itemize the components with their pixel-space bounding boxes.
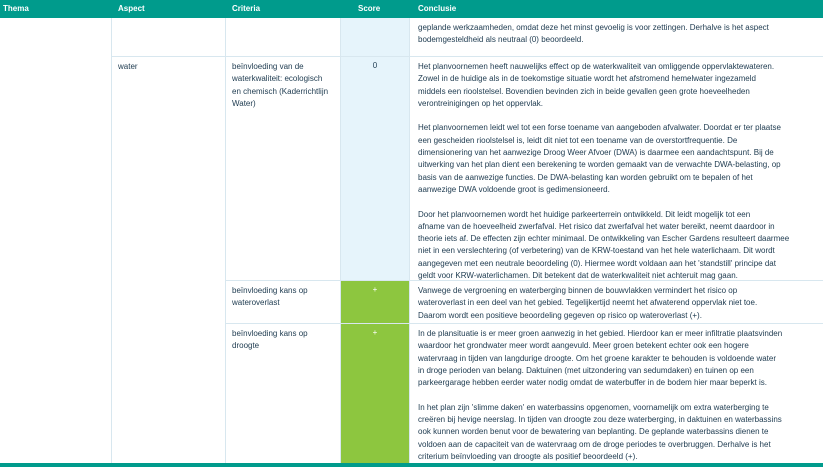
text-line: ook kunnen worden benut voor de bewatering van beplanting. De geplande waterbassins dienen te bbox=[418, 427, 769, 437]
conclusie-cell bbox=[418, 328, 782, 463]
text-line: wateroverlast in een deel van het gebied. Tegelijkertijd neemt het afwaterend oppervlak niet toe. bbox=[418, 298, 758, 308]
header-conclusie: Conclusie bbox=[418, 4, 457, 13]
text-line: geplande werkzaamheden, omdat deze het minst gevoelig is voor zettingen. Derhalve is het aspect bbox=[418, 23, 769, 32]
text-line: Door het planvoornemen wordt het huidige parkeerterrein ontwikkeld. Dit leidt mogelijk tot een bbox=[418, 209, 751, 219]
text-line: aanwezige DWA voldoende groot is gedimensioneerd. bbox=[418, 184, 610, 194]
text-line: criterium beïnvloeding van droogte als positief beoordeeld (+). bbox=[418, 451, 638, 461]
text-line: bodemgesteldheid als neutraal (0) beoordeeld. bbox=[418, 35, 584, 45]
text-line: watervraag in tijden van langdurige droogte. Om het groene karakter te behouden is voldoende water bbox=[418, 353, 777, 363]
text-line: een gescheiden rioolstelsel is, leidt dit niet tot een toename van de overstortfrequentie. De bbox=[418, 135, 738, 145]
paragraph-gap bbox=[418, 196, 789, 208]
score-cell-neutral bbox=[341, 18, 409, 280]
text-line: Het planvoornemen leidt wel tot een forse toename van aangeboden afvalwater. Doordat er ter plaatse bbox=[418, 123, 781, 133]
column-divider bbox=[225, 18, 226, 463]
conclusie-cell bbox=[418, 285, 757, 322]
column-divider bbox=[111, 18, 112, 463]
text-line: afname van de hoeveelheid zwerfafval. Het risico dat zwerfafval het water bereikt, neemt daardoor in bbox=[418, 221, 775, 231]
header-criteria: Criteria bbox=[232, 4, 261, 13]
aspect-cell bbox=[118, 61, 138, 73]
row-divider bbox=[225, 323, 823, 324]
score-cell-positive bbox=[341, 324, 409, 463]
text-line: wateroverlast bbox=[232, 298, 280, 308]
paragraph-gap bbox=[418, 389, 782, 401]
column-divider bbox=[340, 18, 341, 463]
text-line: Daarom wordt een positieve beoordeling gegeven op risico op wateroverlast (+). bbox=[418, 310, 702, 320]
text-line: verontreinigingen op het oppervlak. bbox=[418, 98, 543, 108]
text-line: voldoen aan de capaciteit van de watervraag om de droge periodes te overbruggen. Derhalve is het bbox=[418, 439, 771, 449]
text-line: beïnvloeding van de bbox=[232, 62, 304, 71]
criteria-cell bbox=[232, 61, 328, 110]
criteria-cell bbox=[232, 285, 308, 310]
text-line: In de plansituatie is er meer groen aanwezig in het gebied. Hierdoor kan er meer infiltratie plaatsvinden bbox=[418, 329, 783, 338]
text-line: beïnvloeding kans op bbox=[232, 329, 308, 338]
text-line: uitwerking van het plan dient een berekening te worden gemaakt van de verwachte DWA-belasting, op bbox=[418, 160, 781, 170]
text-line: waardoor het grondwater meer wordt aangevuld. Meer groen betekent echter ook een hogere bbox=[418, 341, 749, 351]
text-line: droogte bbox=[232, 341, 260, 351]
text-line: Vanwege de vergroening en waterberging binnen de bouwvlakken vermindert het risico op bbox=[418, 286, 738, 295]
text-line: in droge perioden van belang. Daktuinen (met uitzondering van sedumdaken) en tuinen op een bbox=[418, 365, 754, 375]
header-thema: Thema bbox=[3, 4, 29, 13]
aspect-label: water bbox=[118, 62, 138, 71]
text-line: beïnvloeding kans op bbox=[232, 286, 308, 295]
paragraph-gap bbox=[418, 110, 789, 122]
text-line: Zowel in de huidige als in de toekomstige situatie wordt het afstromend hemelwater ingezameld bbox=[418, 74, 756, 84]
text-line: middels een rioolstelsel. Bovendien bevinden zich in beide gevallen geen grote hoeveelheden bbox=[418, 86, 750, 96]
score-value: + bbox=[372, 285, 378, 294]
header-score: Score bbox=[358, 4, 381, 13]
conclusie-cell bbox=[418, 22, 769, 47]
text-line: niet in een verslechtering (of verbetering) van de KRW-toestand van het hele waterlichaam. Dit wordt bbox=[418, 246, 775, 256]
row-divider bbox=[111, 56, 823, 57]
score-value: 0 bbox=[372, 61, 378, 70]
text-line: geldt voor KRW-waterlichamen. Dit betekent dat de waterkwaliteit niet achteruit mag gaan. bbox=[418, 271, 738, 281]
text-line: Het planvoornemen heeft nauwelijks effect op de waterkwaliteit van omliggende oppervlaktewateren. bbox=[418, 62, 775, 71]
text-line: In het plan zijn 'slimme daken' en waterbassins opgenomen, voornamelijk om extra waterberging te bbox=[418, 402, 769, 412]
text-line: basis van de aanwezige functies. De DWA-belasting kan worden gebruikt om te bepalen of het bbox=[418, 172, 753, 182]
conclusie-cell bbox=[418, 61, 789, 282]
criteria-cell bbox=[232, 328, 308, 353]
text-line: dimensionering van het aanwezige Droog Weer Afvoer (DWA) is daarmee een aandachtspunt. Bij de bbox=[418, 148, 774, 158]
text-line: creëren bij hevige neerslag. In tijden van droogte zou deze waterberging, in daktuinen en waterbassins bbox=[418, 415, 782, 425]
table-bottom-border bbox=[0, 463, 823, 467]
text-line: theorie iets af. De effecten zijn echter minimaal. De ontwikkeling van Escher Gardens resulteert daarmee bbox=[418, 234, 790, 244]
text-line: parkeergarage hebben eerder water nodig omdat de waterbuffer in de bodem hier maar beperkt is. bbox=[418, 378, 767, 388]
header-aspect: Aspect bbox=[118, 4, 145, 13]
text-line: waterkwaliteit: ecologisch bbox=[232, 74, 323, 84]
column-divider bbox=[409, 18, 410, 463]
score-value: + bbox=[372, 328, 378, 337]
text-line: en chemisch (Kaderrichtlijn bbox=[232, 86, 329, 96]
text-line: aangegeven met een neutrale beoordeling (0). Hiermee wordt voldaan aan het 'standstill' principe dat bbox=[418, 258, 776, 268]
text-line: Water) bbox=[232, 98, 256, 108]
table-header bbox=[0, 0, 823, 18]
